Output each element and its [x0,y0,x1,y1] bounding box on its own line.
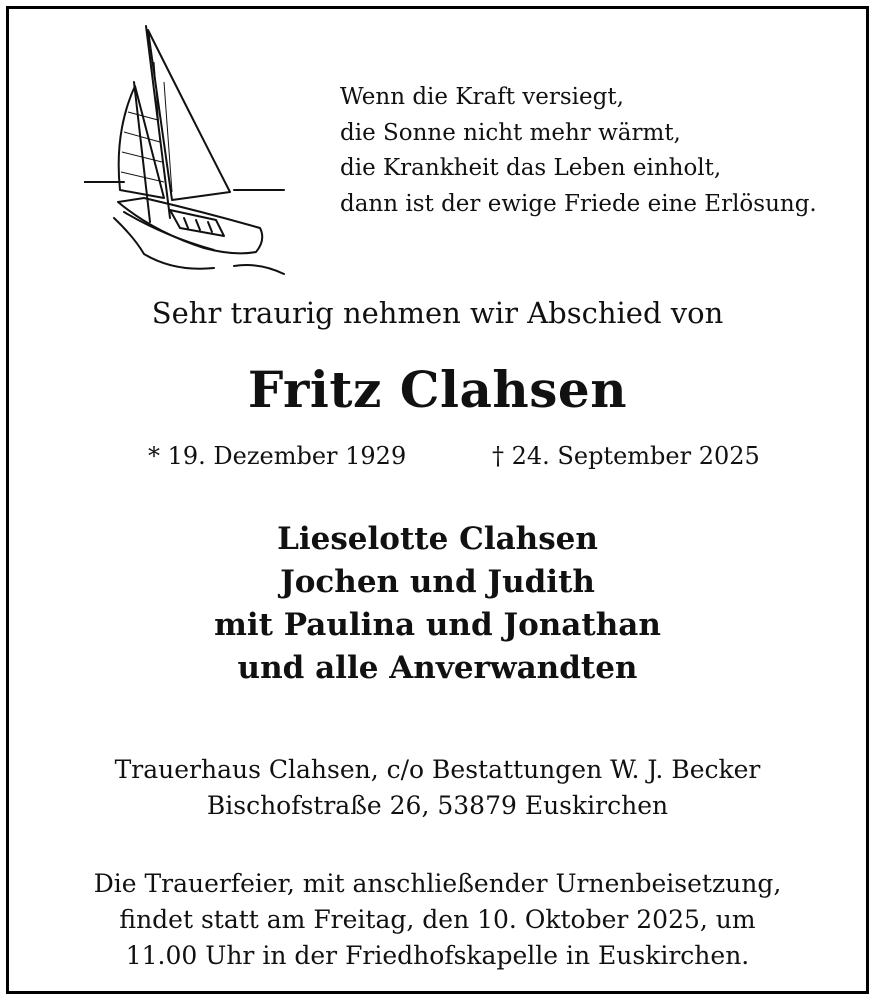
ceremony-line: 11.00 Uhr in der Friedhofskapelle in Euskirchen. [125,941,750,970]
mourning-address [0,752,875,824]
intro-text: Sehr traurig nehmen wir Abschied von [151,296,724,330]
address-line: Trauerhaus Clahsen, c/o Bestattungen W. J. Becker [114,755,761,784]
ceremony-line: Die Trauerfeier, mit anschließender Urnenbeisetzung, [93,869,782,898]
poem-line: Wenn die Kraft versiegt, [340,84,624,110]
poem-line: die Krankheit das Leben einholt, [340,155,722,181]
ceremony-info [0,866,875,974]
ceremony-line: findet statt am Freitag, den 10. Oktober 2025, um [119,905,756,934]
address-line: Bischofstraße 26, 53879 Euskirchen [206,791,669,820]
birth-date: * 19. Dezember 1929 [148,442,407,470]
mourner-line: Jochen und Judith [280,564,595,600]
sailboat-icon [84,22,294,282]
mourner-line: mit Paulina und Jonathan [214,607,661,643]
mourner-line: und alle Anverwandten [237,650,638,686]
mourner-line: Lieselotte Clahsen [277,521,598,557]
deceased-name: Fritz Clahsen [247,360,628,419]
mourners-list [0,518,875,690]
poem-line: die Sonne nicht mehr wärmt, [340,119,681,146]
poem-line: dann ist der ewige Friede eine Erlösung. [340,190,817,217]
death-date: † 24. September 2025 [492,442,760,470]
poem [340,80,840,222]
